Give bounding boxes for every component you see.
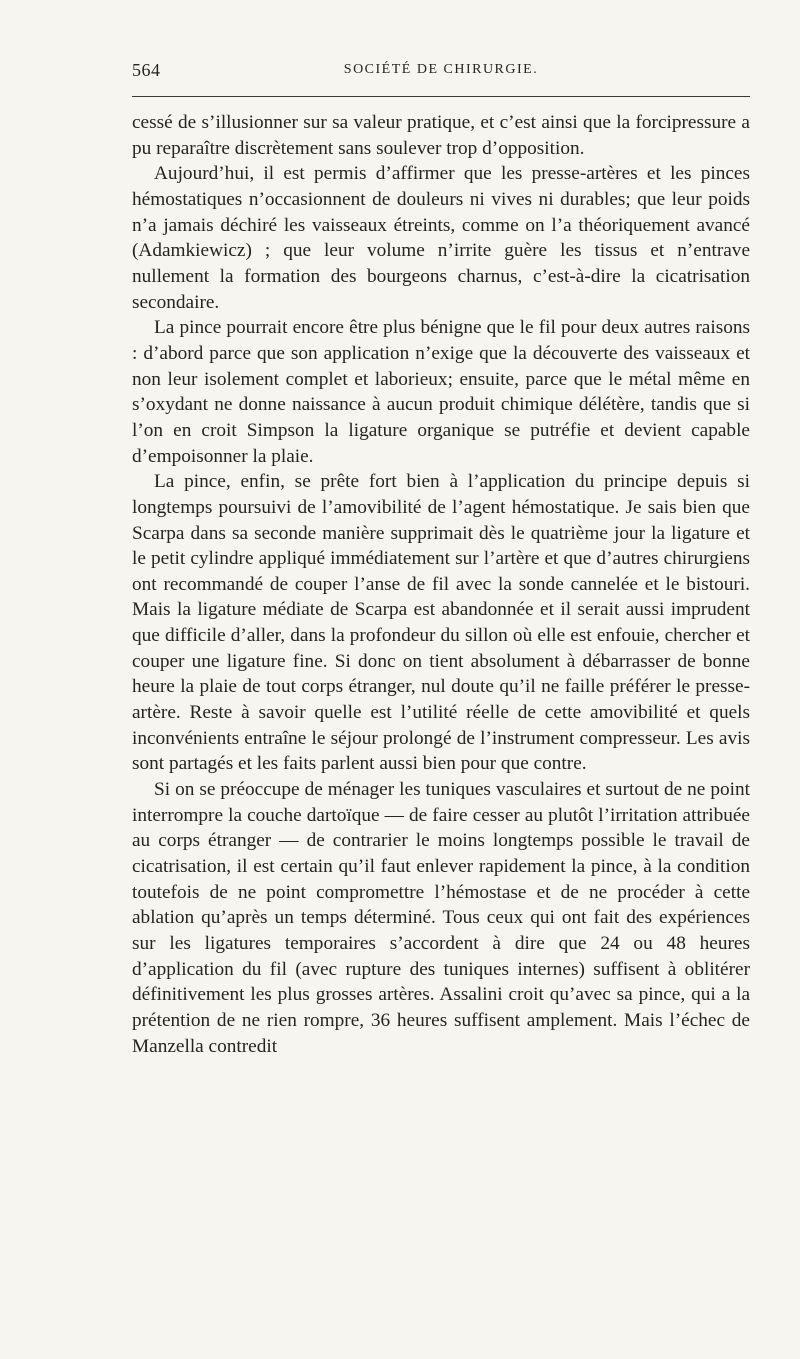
running-title: SOCIÉTÉ DE CHIRURGIE. [343, 62, 539, 77]
page-number: 564 [132, 60, 161, 80]
paragraph-5: Si on se préoccupe de ménager les tuniques vasculaires et surtout de ne point interrompre la couche dartoïque — de faire cesser au plutôt l’irritation attribuée au corps étranger — de contrarier le moins longtemps possible le travail de cicatrisation, il est certain qu’il faut enlever rapidement la pince, à la condition toutefois de ne point compromettre l’hémostase et de ne procéder à cette ablation qu’après un temps déterminé. Tous ceux qui ont fait des expériences sur les ligatures temporaires s’accordent à dire que 24 ou 48 heures d’application du fil (avec rupture des tuniques internes) suffisent à oblitérer définitivement les plus grosses artères. Assalini croit qu’avec sa pince, qui a la prétention de ne rien rompre, 36 heures suffisent amplement. Mais l’échec de Manzella contredit [132, 779, 750, 1057]
paragraph-1: cessé de s’illusionner sur sa valeur pratique, et c’est ainsi que la forcipressure a pu reparaître discrètement sans soulever trop d’opposition. [132, 112, 750, 159]
paragraph-2: Aujourd’hui, il est permis d’affirmer que les presse-artères et les pinces hémostatiques n’occasionnent de douleurs ni vives ni durables; que leur poids n’a jamais déchiré les vaisseaux étreints, comme on l’a théoriquement avancé (Adamkiewicz) ; que leur volume n’irrite guère les tissus et n’entrave nullement la formation des bourgeons charnus, c’est-à-dire la cicatrisation secondaire. [132, 163, 750, 313]
body-text [132, 110, 750, 1059]
header-rule [132, 96, 750, 97]
paragraph-4: La pince, enfin, se prête fort bien à l’application du principe depuis si longtemps poursuivi de l’amovibilité de l’agent hémostatique. Je sais bien que Scarpa dans sa seconde manière supprimait dès le quatrième jour la ligature et le petit cylindre appliqué immédiatement sur l’artère et que d’autres chirurgiens ont recommandé de couper l’anse de fil avec la sonde cannelée et le bistouri. Mais la ligature médiate de Scarpa est abandonnée et il serait aussi imprudent que difficile d’aller, dans la profondeur du sillon où elle est enfouie, chercher et couper une ligature fine. Si donc on tient absolument à débarrasser de bonne heure la plaie de tout corps étranger, nul doute qu’il ne faille préférer le presse-artère. Reste à savoir quelle est l’utilité réelle de cette amovibilité et quels inconvénients entraîne le séjour prolongé de l’instrument compresseur. Les avis sont partagés et les faits parlent aussi bien pour que contre. [132, 471, 750, 775]
page-header [132, 60, 750, 84]
paragraph-3: La pince pourrait encore être plus bénigne que le fil pour deux autres raisons : d’abord parce que son application n’exige que la découverte des vaisseaux et non leur isolement complet et laborieux; ensuite, parce que le métal même en s’oxydant ne donne naissance à aucun produit chimique délétère, tandis que si l’on en croit Simpson la ligature organique se putréfie et devient capable d’empoisonner la plaie. [132, 317, 750, 467]
